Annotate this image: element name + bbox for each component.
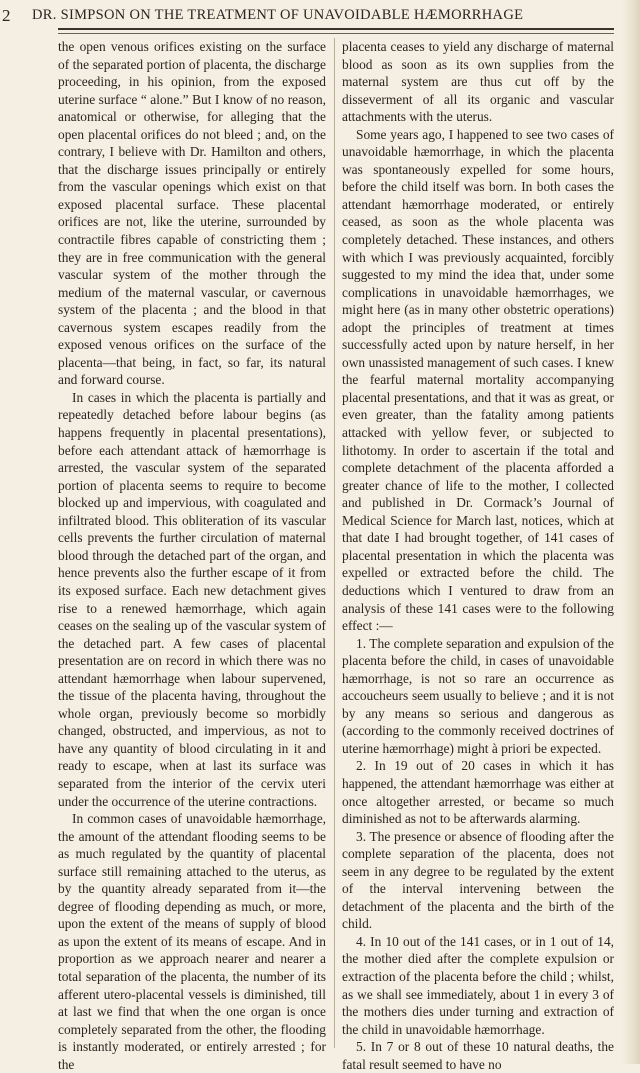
paragraph: In cases in which the placenta is partially and repeatedly detached before labour begins (as happens frequently in placental presentations), before each attendant attack of hæmorrhage is arrested, the vascular system of the separated portion of placenta seems to require to become blocked up and impervious, with coagulated and infiltrated blood. This obliteration of its vascular cells prevents the further circulation of maternal blood through the detached part of the organ, and hence prevents also the further escape of it from its exposed surface. Each new detachment gives rise to a renewed hæmorrhage, which again ceases on the sealing up of the vascular system of the detached part. A few cases of placental presentation are on record in which there was no attendant hæmorrhage when labour supervened, the tissue of the placenta having, throughout the whole organ, previously become so morbidly changed, obstructed, and impervious, as not to have any quantity of blood circulating in it and ready to escape, when at last its surface was separated from the interior of the cervix uteri under the occurrence of the uterine contractions. [58, 389, 326, 809]
left-column [58, 38, 326, 1073]
right-column [342, 38, 614, 1073]
header-rule-thin [58, 33, 614, 34]
paragraph: 4. In 10 out of the 141 cases, or in 1 out of 14, the mother died after the complete expulsion or extraction of the placenta before the child ; whilst, as we shall see immediately, about 1 in every 3 of the mothers dies under turning and extraction of the child in unavoidable hæmorrhage. [342, 933, 614, 1037]
paragraph: placenta ceases to yield any discharge of maternal blood as soon as its own supplies from the maternal system are thus cut off by the disseverment of all its organic and vascular attachments with the uterus. [342, 39, 614, 125]
paragraph: 5. In 7 or 8 out of these 10 natural deaths, the fatal result seemed to have no [342, 1039, 614, 1072]
paragraph: 2. In 19 out of 20 cases in which it has happened, the attendant hæmorrhage was either at once altogether arrested, or became so much diminished as not to be afterwards alarming. [342, 758, 614, 827]
running-title: DR. SIMPSON ON THE TREATMENT OF UNAVOIDABLE HÆMORRHAGE [32, 7, 524, 23]
page-number: 2 [2, 6, 11, 25]
paragraph: Some years ago, I happened to see two cases of unavoidable hæmorrhage, in which the placenta was spontaneously expelled for some hours, before the child itself was born. In both cases the attendant hæmorrhage moderated, or entirely ceased, as soon as the whole placenta was completely detached. These instances, and others with which I was previously acquainted, forcibly suggested to my mind the idea that, under some complications in unavoidable hæmorrhages, we might here (as in many other obstetric operations) adopt the principles of treatment at times successfully acted upon by nature herself, in her own unassisted management of such cases. I knew the fearful maternal mortality accompanying placental presentations, and that it was as great, or even greater, than the fatality among patients attacked with yellow fever, or subjected to lithotomy. In order to ascertain if the total and complete detachment of the placenta afforded a greater chance of life to the mother, I collected and published in Dr. Cormack’s Journal of Medical Science for March last, notices, which at that date I had brought together, of 141 cases of placental presentation in which the placenta was expelled or extracted before the child. The deductions which I ventured to draw from an analysis of these 141 cases were to the following effect :— [342, 126, 614, 634]
header-rule [58, 28, 614, 30]
page-edge-shadow [622, 0, 640, 1064]
paragraph: 1. The complete separation and expulsion of the placenta before the child, in cases of unavoidable hæmorrhage, is not so rare an occurrence as accoucheurs seem usually to believe ; and it is not by any means so serious and dangerous as (according to the commonly received doctrines of uterine hæmorrhage) might à priori be expected. [342, 635, 614, 756]
paragraph: In common cases of unavoidable hæmorrhage, the amount of the attendant flooding seems to be as much regulated by the quantity of placental surface still remaining attached to the uterus, as by the quantity already separated from it—the degree of flooding depending as much, or more, upon the extent of the means of supply of blood as upon the extent of its means of escape. And in proportion as we approach nearer and nearer a total separation of the placenta, the number of its afferent utero-placental vessels is diminished, till at last we find that when the one organ is once completely separated from the other, the flooding is instantly moderated, or entirely arrested ; for the [58, 811, 326, 1072]
column-divider [334, 38, 335, 1048]
paragraph: 3. The presence or absence of flooding after the complete separation of the placenta, does not seem in any degree to be regulated by the extent of the interval intervening between the detachment of the placenta and the birth of the child. [342, 828, 614, 932]
page-header [0, 4, 640, 26]
paragraph: the open venous orifices existing on the surface of the separated portion of placenta, the discharge proceeding, in his opinion, from the exposed uterine surface “ alone.” But I know of no reason, anatomical or otherwise, for alleging that the open placental orifices do not bleed ; and, on the contrary, I believe with Dr. Hamilton and others, that the discharge issues principally or entirely from the vascular openings which exist on that exposed placental surface. These placental orifices are not, like the uterine, surrounded by contractile fibres capable of constricting them ; they are in free communication with the general vascular system of the mother through the medium of the maternal vascular, or cavernous system of the placenta ; and the blood in that cavernous system escapes readily from the exposed venous orifices on the surface of the placenta—that being, in fact, so far, its natural and forward course. [58, 39, 326, 388]
